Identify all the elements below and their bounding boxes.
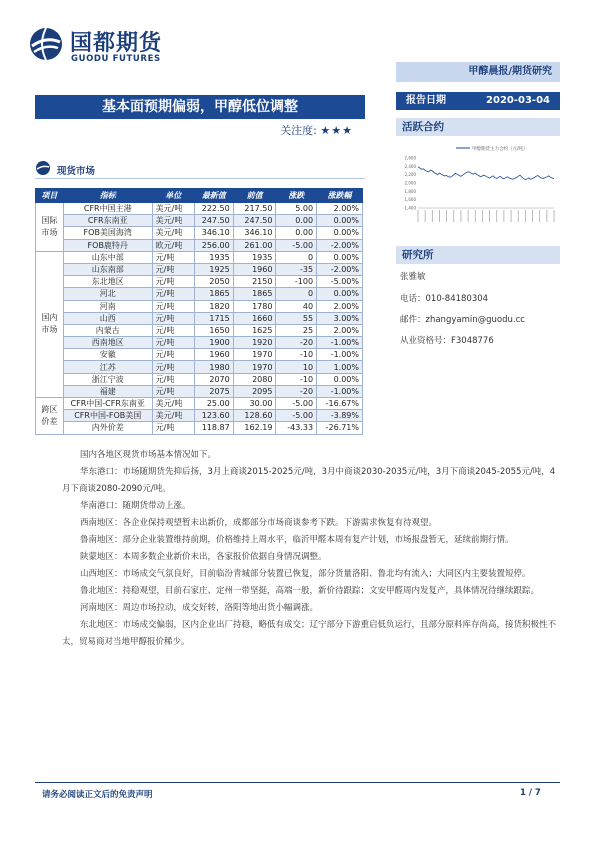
table-cell: 2050 (194, 276, 233, 288)
table-cell: 美元/吨 (152, 398, 194, 410)
table-row (36, 373, 363, 385)
spot-market-heading (35, 160, 365, 180)
table-cell: 1820 (194, 300, 233, 312)
attention-label: 关注度: (280, 124, 317, 137)
table-cell: 元/吨 (152, 337, 194, 349)
table-cell: 1920 (233, 337, 276, 349)
table-cell: 2080 (233, 373, 276, 385)
table-cell: CFR中国主港 (63, 203, 152, 215)
table-cell: 元/吨 (152, 349, 194, 361)
date-label: 报告日期 (406, 95, 446, 106)
paragraph: 鲁北地区：持稳观望，目前石家庄、定州一带坚挺，高端一般，新价待跟踪；文安甲醛周内发复产，具体情况待继续跟踪。 (80, 586, 540, 596)
table-cell: 217.50 (233, 203, 276, 215)
x-tick-mark (475, 210, 476, 222)
table-cell: 30.00 (233, 398, 276, 410)
table-cell: 1960 (233, 263, 276, 275)
table-cell: 1625 (233, 324, 276, 336)
star-rating-icon: ★★★ (320, 124, 353, 137)
report-type-banner: 甲醇晨报/期货研究 (396, 62, 560, 82)
table-cell: 美元/吨 (152, 215, 194, 227)
table-cell: 0.00% (317, 373, 363, 385)
table-cell: 山东南部 (63, 263, 152, 275)
table-cell: 2150 (233, 276, 276, 288)
x-tick-mark (554, 210, 555, 222)
paragraph: 西南地区：各企业保持观望暂未出新价，成都部分市场商谈参考下跌。下游需求恢复有待观望。 (80, 518, 438, 528)
table-cell: 162.19 (233, 422, 276, 434)
table-cell: -16.67% (317, 398, 363, 410)
table-cell: -20 (276, 385, 317, 397)
paragraph: 陕蒙地区：本周多数企业新价未出，各家报价依据自身情况调整。 (80, 552, 327, 562)
table-cell: 元/吨 (152, 312, 194, 324)
table-cell: 元/吨 (152, 300, 194, 312)
date-value: 2020-03-04 (486, 95, 550, 106)
table-row (36, 410, 363, 422)
table-cell: 内外价差 (63, 422, 152, 434)
table-cell: 1.00% (317, 361, 363, 373)
disclaimer-note[interactable]: 请务必阅读正文后的免责声明 (42, 790, 153, 800)
y-tick-label: 1,800 (404, 188, 416, 194)
spot-price-table (35, 188, 363, 435)
table-cell: 247.50 (233, 215, 276, 227)
table-cell: -5.00 (276, 398, 317, 410)
table-cell: -1.00% (317, 337, 363, 349)
table-cell: 西南地区 (63, 337, 152, 349)
table-cell: 1900 (194, 337, 233, 349)
report-date-bar (396, 92, 560, 110)
table-cell: 东北地区 (63, 276, 152, 288)
table-row (36, 203, 363, 215)
table-cell: 元/吨 (152, 373, 194, 385)
table-cell: -1.00% (317, 385, 363, 397)
col-header: 项目 (36, 189, 64, 203)
table-cell: FOB美国海湾 (63, 227, 152, 239)
x-tick-mark (468, 210, 469, 222)
table-cell: 2.00% (317, 203, 363, 215)
table-cell: 山西 (63, 312, 152, 324)
x-tick-mark (546, 210, 547, 222)
table-cell: 0.00 (276, 215, 317, 227)
table-cell: -1.00% (317, 349, 363, 361)
table-cell: -5.00% (317, 276, 363, 288)
table-cell: -5.00 (276, 410, 317, 422)
table-row (36, 398, 363, 410)
paragraph: 国内各地区现货市场基本情况如下。 (80, 450, 217, 460)
table-cell: 2.00% (317, 324, 363, 336)
table-row (36, 215, 363, 227)
table-cell: 元/吨 (152, 324, 194, 336)
table-cell: 25 (276, 324, 317, 336)
table-cell: 1935 (194, 251, 233, 263)
table-cell: 346.10 (233, 227, 276, 239)
table-row (36, 349, 363, 361)
table-cell: -2.00% (317, 263, 363, 275)
table-cell: 元/吨 (152, 251, 194, 263)
table-cell: 1715 (194, 312, 233, 324)
table-cell: 山东中部 (63, 251, 152, 263)
x-tick-mark (425, 210, 426, 222)
y-tick-label: 2,600 (404, 155, 416, 161)
table-cell: 元/吨 (152, 288, 194, 300)
table-cell: 0.00% (317, 215, 363, 227)
table-cell: 1980 (194, 361, 233, 373)
x-tick-mark (461, 210, 462, 222)
table-cell: 5.00 (276, 203, 317, 215)
table-cell: FOB鹿特丹 (63, 239, 152, 251)
table-cell: 元/吨 (152, 263, 194, 275)
y-tick-label: 2,000 (404, 180, 416, 186)
table-cell: 1970 (233, 349, 276, 361)
table-cell: -10 (276, 349, 317, 361)
table-cell: 256.00 (194, 239, 233, 251)
table-cell: 元/吨 (152, 385, 194, 397)
table-row (36, 324, 363, 336)
table-cell: 0.00% (317, 227, 363, 239)
table-cell: 1935 (233, 251, 276, 263)
table-header-row (36, 189, 363, 203)
footer-divider (35, 782, 560, 783)
logo-english-name: GUODU FUTURES (71, 54, 161, 64)
table-cell: -5.00 (276, 239, 317, 251)
table-row (36, 385, 363, 397)
table-cell: 1960 (194, 349, 233, 361)
paragraph: 山西地区：市场成交气氛良好，目前临汾青城部分装置已恢复，部分货量洛阳、鲁北均有流入；大同区内主要装置短停。 (80, 569, 531, 579)
row-group-label: 国内 市场 (36, 251, 64, 397)
col-header: 前值 (233, 189, 276, 203)
paragraph: 华南港口：随期货带动上涨。 (80, 501, 191, 511)
company-logo (28, 24, 178, 74)
table-cell: 美元/吨 (152, 227, 194, 239)
table-cell: 1865 (194, 288, 233, 300)
col-header: 最新值 (194, 189, 233, 203)
table-cell: CFR中国-FOB美国 (63, 410, 152, 422)
table-cell: 1660 (233, 312, 276, 324)
table-cell: -10 (276, 373, 317, 385)
table-cell: 123.60 (194, 410, 233, 422)
paragraph: 河南地区：周边市场拉动，成交好转，洛阳等地出货小幅调涨。 (80, 603, 319, 613)
paragraph: 华东港口：市场随期货先抑后扬，3月上商谈2015-2025元/吨，3月中商谈2030-2035元/吨，3月下商谈2045-2055元/吨，4月下商谈2080-2090元/吨。 (62, 467, 556, 494)
analyst-email[interactable]: 邮件：zhangyamin@guodu.cc (400, 315, 525, 325)
report-title: 基本面预期偏弱，甲醇低位调整 (35, 95, 365, 119)
table-row (36, 312, 363, 324)
spot-market-title: 现货市场 (57, 166, 96, 177)
table-cell: -43.33 (276, 422, 317, 434)
page-number: 1 / 7 (520, 788, 541, 798)
col-header: 单位 (152, 189, 194, 203)
table-cell: 222.50 (194, 203, 233, 215)
table-cell: 0.00 (276, 227, 317, 239)
table-cell: 3.00% (317, 312, 363, 324)
table-cell: 1780 (233, 300, 276, 312)
table-row (36, 300, 363, 312)
table-cell: 元/吨 (152, 361, 194, 373)
table-row (36, 239, 363, 251)
section-globe-icon (35, 160, 51, 176)
x-tick-mark (496, 210, 497, 222)
x-tick-mark (453, 210, 454, 222)
x-tick-mark (446, 210, 447, 222)
table-cell: 浙江宁波 (63, 373, 152, 385)
y-tick-label: 1,400 (404, 205, 416, 211)
table-cell: 安徽 (63, 349, 152, 361)
table-cell: 美元/吨 (152, 203, 194, 215)
paragraph: 鲁南地区：部分企业装置维持前期，价格维持上周水平，临沂甲醛本周有复产计划，市场报盘暂无，延续前期行情。 (80, 535, 514, 545)
x-tick-mark (532, 210, 533, 222)
table-cell: 元/吨 (152, 276, 194, 288)
table-cell: 1650 (194, 324, 233, 336)
table-cell: 1970 (233, 361, 276, 373)
table-cell: 0 (276, 288, 317, 300)
row-group-label: 国际 市场 (36, 203, 64, 252)
x-tick-mark (525, 210, 526, 222)
table-cell: 128.60 (233, 410, 276, 422)
table-cell: 元/吨 (152, 422, 194, 434)
active-contract-heading: 活跃合约 (396, 118, 560, 136)
table-cell: -3.89% (317, 410, 363, 422)
table-cell: 河南 (63, 300, 152, 312)
row-group-label: 跨区 价差 (36, 398, 64, 435)
table-cell: 2070 (194, 373, 233, 385)
table-cell: 0 (276, 251, 317, 263)
table-cell: 1865 (233, 288, 276, 300)
analyst-phone: 电话：010-84180304 (400, 294, 489, 304)
table-cell: -26.71% (317, 422, 363, 434)
legend-label: 甲醇期货主力合约（元/吨） (472, 147, 528, 152)
x-tick-mark (539, 210, 540, 222)
table-cell: 247.50 (194, 215, 233, 227)
x-tick-mark (439, 210, 440, 222)
x-tick-mark (489, 210, 490, 222)
logo-globe-icon (28, 26, 64, 62)
y-tick-label: 2,400 (404, 163, 416, 169)
paragraph: 东北地区：市场成交偏弱，区内企业出厂持稳，略低有成交；辽宁部分下游重启低负运行，且部分原料库存尚高，接货积极性不太，贸易商对当地甲醇报价稀少。 (62, 620, 557, 647)
col-header: 涨跌 (276, 189, 317, 203)
x-tick-mark (432, 210, 433, 222)
table-row (36, 422, 363, 434)
y-tick-label: 2,200 (404, 172, 416, 178)
table-cell: 欧元/吨 (152, 239, 194, 251)
col-header: 涨跌幅 (317, 189, 363, 203)
table-cell: CFR中国-CFR东南亚 (63, 398, 152, 410)
table-cell: 0.00% (317, 288, 363, 300)
analyst-name: 张雅敏 (400, 272, 426, 282)
x-tick-mark (518, 210, 519, 222)
table-cell: 10 (276, 361, 317, 373)
table-row (36, 227, 363, 239)
table-cell: -2.00% (317, 239, 363, 251)
table-cell: 346.10 (194, 227, 233, 239)
logo-chinese-name: 国都期货 (70, 31, 163, 56)
table-cell: 2075 (194, 385, 233, 397)
y-tick-label: 1,600 (404, 197, 416, 203)
table-cell: 1925 (194, 263, 233, 275)
table-cell: 118.87 (194, 422, 233, 434)
table-cell: 福建 (63, 385, 152, 397)
table-cell: 40 (276, 300, 317, 312)
table-cell: 2095 (233, 385, 276, 397)
table-cell: 美元/吨 (152, 410, 194, 422)
table-cell: -20 (276, 337, 317, 349)
table-row (36, 263, 363, 275)
series-line (418, 167, 554, 180)
table-cell: 25.00 (194, 398, 233, 410)
table-row (36, 288, 363, 300)
table-cell: 河北 (63, 288, 152, 300)
table-cell: 2.00% (317, 300, 363, 312)
x-tick-mark (503, 210, 504, 222)
col-header: 指标 (63, 189, 152, 203)
analyst-license: 从业资格号：F3048776 (400, 336, 494, 346)
x-tick-mark (511, 210, 512, 222)
table-row (36, 361, 363, 373)
table-cell: 江苏 (63, 361, 152, 373)
research-heading: 研究所 (396, 246, 560, 264)
chart-svg (396, 138, 560, 236)
table-row (36, 251, 363, 263)
x-tick-mark (482, 210, 483, 222)
section-divider (35, 178, 365, 179)
table-cell: -35 (276, 263, 317, 275)
x-tick-mark (418, 210, 419, 222)
table-cell: 55 (276, 312, 317, 324)
table-row (36, 337, 363, 349)
table-cell: 261.00 (233, 239, 276, 251)
table-cell: -100 (276, 276, 317, 288)
attention-rating (35, 122, 353, 138)
market-commentary (62, 447, 562, 651)
table-cell: 0.00% (317, 251, 363, 263)
price-line-chart (396, 138, 560, 236)
table-cell: CFR东南亚 (63, 215, 152, 227)
table-row (36, 276, 363, 288)
table-cell: 内蒙古 (63, 324, 152, 336)
